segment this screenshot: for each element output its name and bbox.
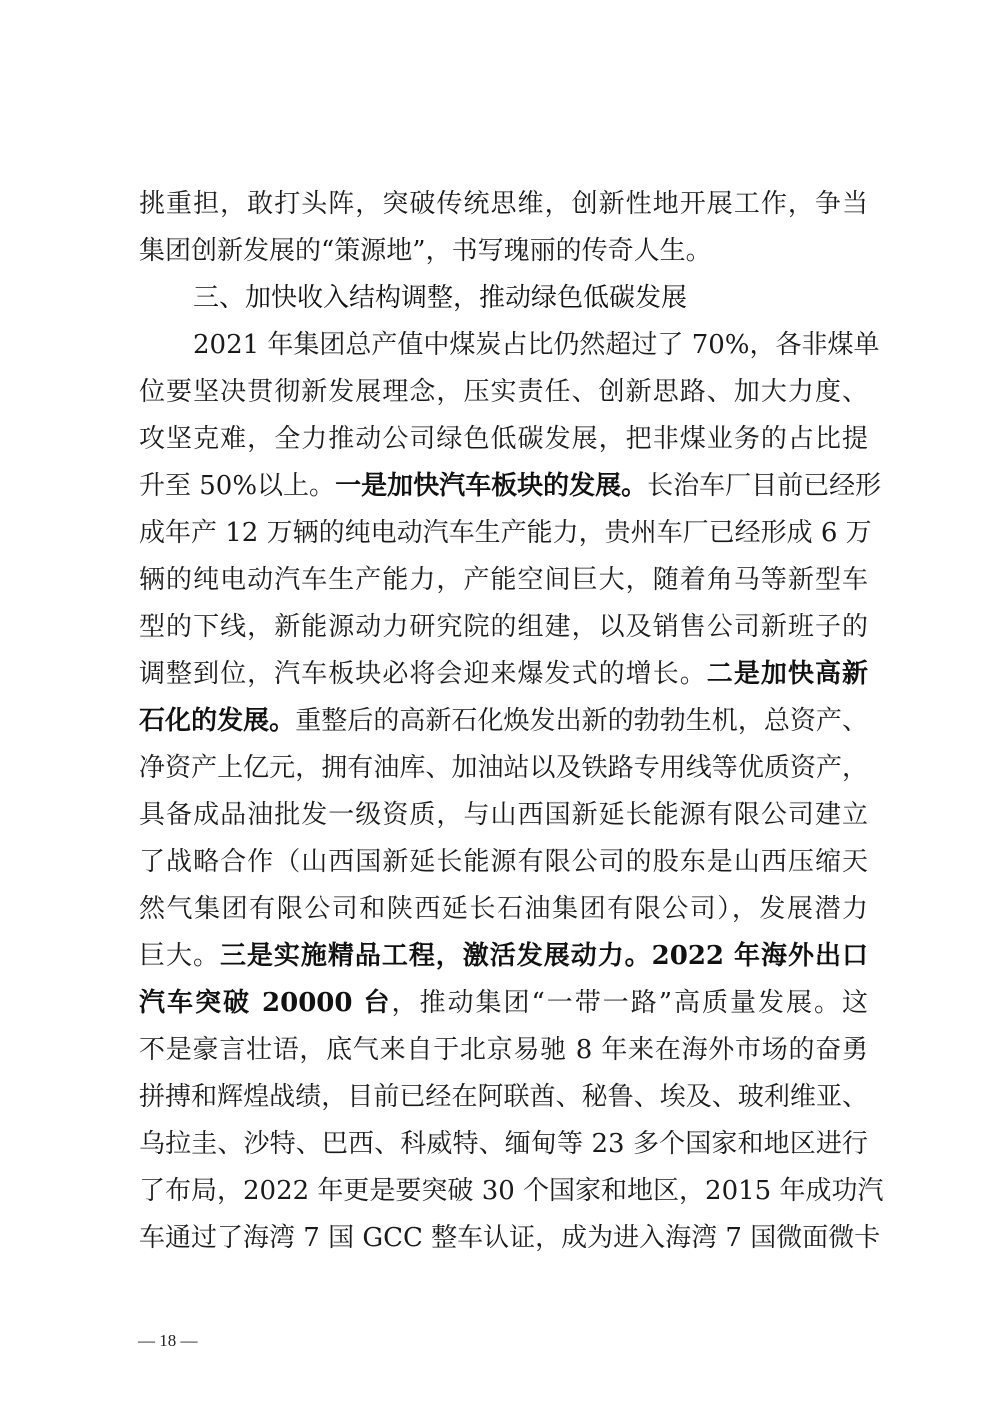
text-line (139, 322, 880, 369)
body-text: 巨大。 (139, 941, 220, 971)
text-line: 挑重担，敢打头阵，突破传统思维，创新性地开展工作，争当 (139, 189, 868, 219)
text-line (139, 745, 868, 792)
text-line (139, 557, 868, 604)
body-text: 重整后的高新石化焕发出新的勃勃生机，总资产、 (295, 706, 868, 736)
body-text: 升至 50%以上。 (139, 471, 336, 501)
bold-emphasis-text: 三是实施精品工程，激活发展动力。2022 年海外出口 (219, 941, 868, 971)
text-line (139, 698, 868, 745)
bold-emphasis-text: 石化的发展。 (139, 706, 296, 736)
bold-emphasis-text: 汽车突破 20000 台 (139, 988, 392, 1018)
body-text: 调整到位，汽车板块必将会迎来爆发式的增长。 (139, 659, 707, 689)
body-text: 攻坚克难，全力推动公司绿色低碳发展，把非煤业务的占比提 (139, 424, 868, 454)
bold-emphasis-text: 二是加快高新 (706, 659, 868, 689)
text-line (139, 369, 868, 416)
text-line (139, 1121, 868, 1168)
bold-emphasis-text: 一是加快汽车板块的发展。 (335, 471, 648, 501)
body-text: ，推动集团“一带一路”高质量发展。这 (391, 988, 868, 1018)
text-line (139, 886, 868, 933)
paragraph-body (139, 322, 884, 1262)
body-text: 然气集团有限公司和陕西延长石油集团有限公司），发展潜力 (139, 894, 868, 924)
text-line (139, 651, 868, 698)
text-line (139, 980, 868, 1027)
text-line (139, 1168, 884, 1215)
body-text: 拼搏和辉煌战绩，目前已经在阿联酋、秘鲁、埃及、玻利维亚、 (139, 1082, 868, 1112)
text-line (139, 1027, 868, 1074)
body-text: 乌拉圭、沙特、巴西、科威特、缅甸等 23 多个国家和地区进行 (139, 1129, 868, 1159)
text-line (139, 933, 868, 980)
document-page (139, 181, 884, 1262)
page-number: — 18 — (138, 1331, 198, 1350)
text-line (139, 463, 882, 510)
body-text: 2021 年集团总产值中煤炭占比仍然超过了 70%，各非煤单 (193, 330, 880, 360)
text-line (139, 839, 868, 886)
body-text: 型的下线，新能源动力研究院的组建，以及销售公司新班子的 (139, 612, 868, 642)
text-line (139, 1074, 868, 1121)
body-text: 辆的纯电动汽车生产能力，产能空间巨大，随着角马等新型车 (139, 565, 868, 595)
text-line: 集团创新发展的“策源地”，书写瑰丽的传奇人生。 (139, 236, 712, 266)
body-text: 不是豪言壮语，底气来自于北京易驰 8 年来在海外市场的奋勇 (139, 1035, 868, 1065)
body-text: 长治车厂目前已经形 (647, 471, 882, 501)
body-text: 具备成品油批发一级资质，与山西国新延长能源有限公司建立 (139, 800, 868, 830)
text-line (139, 510, 872, 557)
body-text: 了布局，2022 年更是要突破 30 个国家和地区，2015 年成功汽 (139, 1176, 884, 1206)
text-line (139, 604, 868, 651)
section-heading: 三、加快收入结构调整，推动绿色低碳发展 (193, 283, 688, 313)
body-text: 位要坚决贯彻新发展理念，压实责任、创新思路、加大力度、 (139, 377, 868, 407)
body-text: 了战略合作（山西国新延长能源有限公司的股东是山西压缩天 (139, 847, 868, 877)
text-line (139, 416, 868, 463)
text-line (139, 1215, 881, 1262)
body-text: 净资产上亿元，拥有油库、加油站以及铁路专用线等优质资产， (139, 753, 868, 783)
text-line (139, 792, 868, 839)
body-text: 车通过了海湾 7 国 GCC 整车认证，成为进入海湾 7 国微面微卡 (139, 1223, 881, 1253)
body-text: 成年产 12 万辆的纯电动汽车生产能力，贵州车厂已经形成 6 万 (139, 518, 872, 548)
